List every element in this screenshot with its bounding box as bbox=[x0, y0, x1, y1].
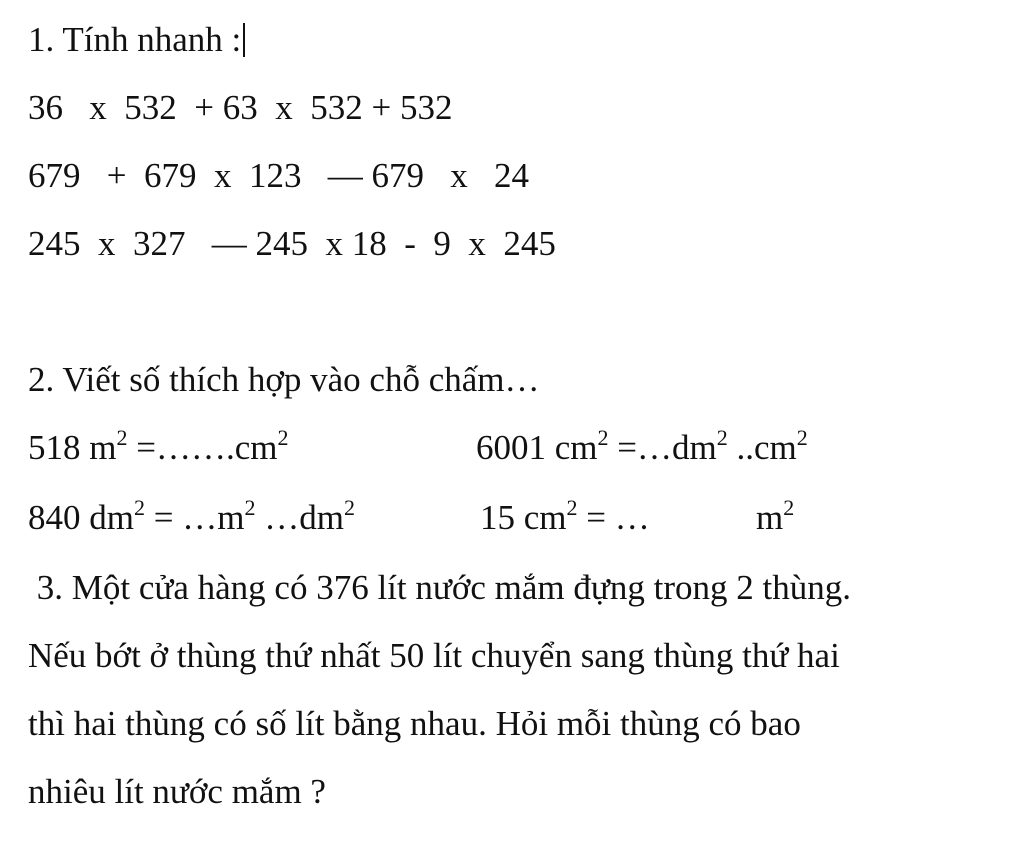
superscript: 2 bbox=[716, 425, 728, 450]
conversion-3 bbox=[28, 496, 355, 544]
conversion-4-part-b: = … bbox=[577, 498, 650, 537]
superscript: 2 bbox=[133, 495, 145, 520]
conversion-4-unit bbox=[756, 496, 794, 544]
conversion-1-part-b: =…….cm bbox=[127, 428, 278, 467]
section-2-title: 2. Viết số thích hợp vào chỗ chấm… bbox=[28, 360, 540, 399]
conversion-3-part-c: …dm bbox=[255, 498, 344, 537]
expression-1: 36 x 532 + 63 x 532 + 532 bbox=[28, 88, 453, 127]
conversion-3-part-a: 840 dm bbox=[28, 498, 134, 537]
conversion-2-part-a: 6001 cm bbox=[476, 428, 598, 467]
section-1-title-text: 1. Tính nhanh : bbox=[28, 20, 242, 59]
superscript: 2 bbox=[343, 495, 355, 520]
conversion-1 bbox=[28, 426, 288, 474]
conversion-4-part-c: m bbox=[756, 498, 784, 537]
conversion-2-part-b: =…dm bbox=[608, 428, 717, 467]
conversion-4-part-a: 15 cm bbox=[480, 498, 567, 537]
superscript: 2 bbox=[796, 425, 808, 450]
word-problem-line-2: Nếu bớt ở thùng thứ nhất 50 lít chuyển sang thùng thứ hai bbox=[28, 636, 840, 675]
word-problem-line-3: thì hai thùng có số lít bằng nhau. Hỏi mỗi thùng có bao bbox=[28, 704, 801, 743]
superscript: 2 bbox=[566, 495, 578, 520]
expression-2: 679 + 679 x 123 — 679 x 24 bbox=[28, 156, 529, 195]
conversion-2 bbox=[476, 426, 808, 474]
word-problem-line-4: nhiêu lít nước mắm ? bbox=[28, 772, 326, 811]
conversion-2-part-c: ..cm bbox=[727, 428, 797, 467]
superscript: 2 bbox=[116, 425, 128, 450]
conversion-4 bbox=[480, 496, 650, 544]
conversion-1-part-a: 518 m bbox=[28, 428, 117, 467]
superscript: 2 bbox=[277, 425, 289, 450]
superscript: 2 bbox=[783, 495, 795, 520]
superscript: 2 bbox=[597, 425, 609, 450]
section-1-title bbox=[28, 18, 245, 62]
expression-3: 245 x 327 — 245 x 18 - 9 x 245 bbox=[28, 224, 556, 263]
conversion-3-part-b: = …m bbox=[144, 498, 245, 537]
text-cursor bbox=[243, 23, 245, 57]
word-problem-line-1: 3. Một cửa hàng có 376 lít nước mắm đựng trong 2 thùng. bbox=[28, 568, 851, 607]
superscript: 2 bbox=[244, 495, 256, 520]
